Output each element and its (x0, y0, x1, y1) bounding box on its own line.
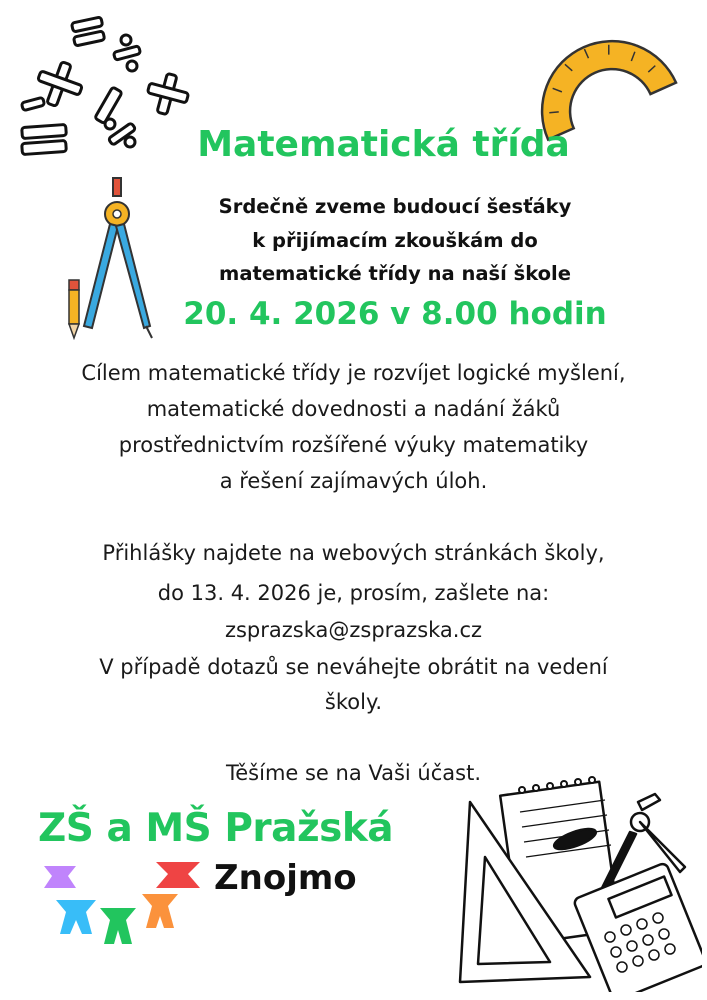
contact-email[interactable]: zsprazska@zsprazska.cz (224, 618, 483, 642)
body-line-9: školy. (324, 690, 383, 714)
subtitle-line-1: Srdečně zveme budoucí šesťáky (218, 195, 572, 218)
closing-line: Těšíme se na Vaši účast. (225, 761, 482, 785)
school-supplies-icon (440, 772, 702, 992)
body-line-2: matematické dovednosti a nadání žáků (146, 397, 561, 421)
body-line-8: V případě dotazů se neváhejte obrátit na vedení (99, 655, 608, 679)
school-logo-city: Znojmo (214, 858, 357, 898)
body-line-6: do 13. 4. 2026 je, prosím, zašlete na: (157, 581, 550, 605)
children-figures-icon (38, 858, 208, 950)
body-line-1: Cílem matematické třídy je rozvíjet logické myšlení, (81, 361, 626, 385)
subtitle-line-3: matematické třídy na naší škole (219, 262, 571, 285)
body-line-3: prostřednictvím rozšířené výuky matematiky (118, 433, 589, 457)
body-line-5: Přihlášky najdete na webových stránkách školy, (102, 541, 605, 565)
school-logo-name: ZŠ a MŠ Pražská (38, 806, 394, 851)
body-line-4: a řešení zajímavých úloh. (219, 469, 488, 493)
event-date: 20. 4. 2026 v 8.00 hodin (183, 296, 607, 332)
page-title: Matematická třída (197, 124, 570, 165)
subtitle-line-2: k přijímacím zkouškám do (252, 229, 538, 252)
pencil-icon (66, 278, 82, 340)
